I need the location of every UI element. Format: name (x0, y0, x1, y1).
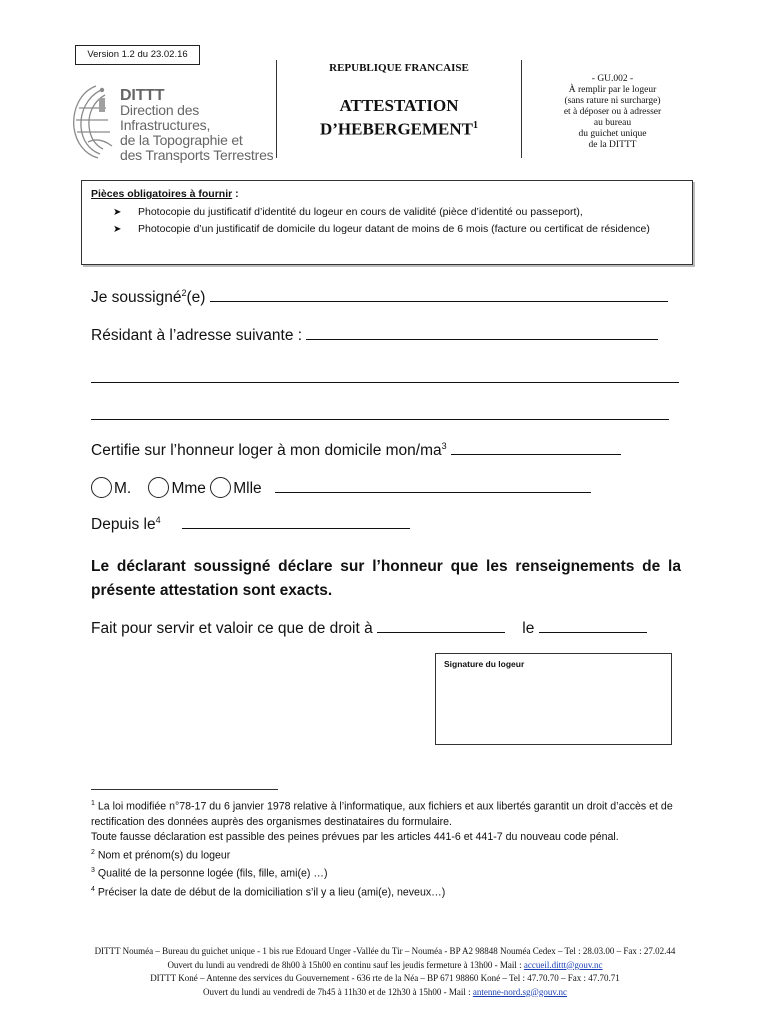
radio-m-label: M. (114, 480, 132, 497)
footnote-ref-4: 4 (155, 515, 161, 525)
republic-heading: REPUBLIQUE FRANCAISE (329, 62, 469, 74)
depuis-label: Depuis le (91, 516, 156, 534)
depuis-line (91, 515, 410, 534)
title-footnote-ref: 1 (473, 120, 479, 131)
name-field[interactable] (210, 288, 668, 302)
fait-label: Fait pour servir et valoir ce que de droit à (91, 620, 373, 637)
radio-mme-label: Mme (171, 480, 206, 497)
form-info-line: du guichet unique (578, 129, 647, 139)
footnote-text: Préciser la date de début de la domiciliation s’il y a lieu (ami(e), neveux…) (97, 886, 446, 899)
logo-emblem-icon (68, 80, 118, 162)
relationship-field[interactable] (451, 441, 621, 455)
footnote-number: 2 (91, 848, 95, 856)
list-item-text: Photocopie du justificatif d’identité du logeur en cours de validité (pièce d’identité ou passeport), (138, 206, 583, 218)
footnote-number: 4 (91, 885, 95, 893)
civility-line (91, 477, 591, 498)
footnote-text: La loi modifiée n°78-17 du 6 janvier 1978 relative à l’informatique, aux fichiers et aux libertés garantit un droit d’accès et de rectification des données auprès des organismes destinataires du formulaire. (91, 800, 673, 828)
address-field-line-3[interactable] (91, 406, 669, 420)
footnote-ref-3: 3 (441, 441, 447, 451)
footer-hours-noumea (30, 959, 740, 973)
version-label: Version 1.2 du 23.02.16 (75, 45, 200, 65)
footnote-text: Toute fausse déclaration est passible des peines prévues par les articles 441-6 et 441-7 du nouveau code pénal. (91, 830, 619, 843)
radio-mlle[interactable] (210, 477, 231, 498)
footnotes (91, 796, 683, 900)
footnote-ref-2: 2 (181, 288, 187, 298)
arrow-bullet-icon: ➤ (113, 207, 122, 218)
place-field[interactable] (377, 619, 505, 633)
page-footer (30, 945, 740, 999)
logo-line-3: des Transports Terrestres (120, 147, 274, 163)
signature-box[interactable] (435, 653, 672, 745)
logo-acronym: DITTT (120, 87, 165, 104)
logo-line-1: Direction des Infrastructures, (120, 102, 211, 133)
email-link-kone[interactable]: antenne-nord.sg@gouv.nc (472, 986, 568, 997)
address-field-line-2[interactable] (91, 369, 679, 383)
fait-line (91, 619, 647, 638)
arrow-bullet-icon: ➤ (113, 224, 122, 235)
required-documents-title: Pièces obligatoires à fournir (91, 188, 233, 200)
signature-label: Signature du logeur (444, 659, 525, 669)
footnote-text: Nom et prénom(s) du logeur (97, 849, 231, 862)
form-code: - GU.002 - (591, 74, 634, 84)
footnote-item (91, 845, 683, 864)
footer-line-kone: DITTT Koné – Antenne des services du Gouvernement - 636 rte de la Néa – BP 671 98860 Koné – Tel : 47.70.70 – Fax : 47.70.71 (150, 973, 620, 983)
footer-hours-kone (30, 986, 740, 1000)
certifie-label: Certifie sur l’honneur loger à mon domicile mon/ma (91, 442, 442, 460)
declaration-text: Le déclarant soussigné déclare sur l’honneur que les renseignements de la présente attestation sont exacts. (91, 558, 681, 599)
dittt-logo (68, 80, 278, 162)
header-divider-right (521, 60, 522, 158)
title-line-1: ATTESTATION (339, 96, 459, 115)
form-info-line: (sans rature ni surcharge) (564, 96, 661, 106)
footnote-item (91, 863, 683, 882)
date-label: le (522, 620, 535, 637)
guest-name-field[interactable] (275, 479, 591, 493)
radio-mme[interactable] (148, 477, 169, 498)
form-instructions (525, 74, 700, 151)
footnote-item (91, 882, 683, 901)
soussigne-suffix: (e) (186, 289, 206, 307)
address-field[interactable] (306, 326, 658, 340)
form-info-line: au bureau (593, 118, 632, 128)
radio-m[interactable] (91, 477, 112, 498)
footer-line-noumea: DITTT Nouméa – Bureau du guichet unique - 1 bis rue Edouard Unger -Vallée du Tir – Nouméa - BP A2 98848 Nouméa Cedex – Tel : 28.03.00 – Fax : 27.02.44 (94, 946, 676, 956)
soussigne-line (91, 288, 668, 307)
start-date-field[interactable] (182, 515, 410, 529)
footnote-text: Qualité de la personne logée (fils, fille, ami(e) …) (97, 867, 328, 880)
form-info-line: et à déposer ou à adresser (563, 107, 662, 117)
title-line-2: D’HEBERGEMENT (319, 119, 474, 139)
address-line (91, 326, 658, 345)
list-item-text: Photocopie d’un justificatif de domicile du logeur datant de moins de 6 mois (facture ou certificat de résidence) (138, 223, 650, 235)
logo-line-2: de la Topographie et (120, 132, 243, 148)
address-label: Résidant à l’adresse suivante : (91, 327, 303, 344)
certifie-line (91, 441, 621, 460)
required-documents-box (81, 180, 693, 265)
footnote-number: 3 (91, 867, 95, 875)
required-documents-colon: : (232, 188, 239, 200)
footnote-number: 1 (91, 800, 95, 807)
footnote-item (91, 796, 683, 830)
form-info-line: de la DITTT (588, 140, 637, 150)
date-field[interactable] (539, 619, 647, 633)
email-link-noumea[interactable]: accueil.dittt@gouv.nc (523, 959, 603, 970)
footer-hours-text: Ouvert du lundi au vendredi de 8h00 à 15h00 en continu sauf les jeudis fermeture à 13h00 - Mail : (167, 959, 524, 970)
form-info-line: À remplir par le logeur (568, 85, 657, 95)
list-item (91, 221, 683, 238)
page-title (277, 96, 521, 140)
soussigne-label: Je soussigné (91, 289, 182, 307)
radio-mlle-label: Mlle (233, 480, 262, 497)
list-item (91, 204, 683, 221)
footnote-divider (91, 789, 278, 790)
footnote-item (91, 830, 683, 845)
footer-hours-text: Ouvert du lundi au vendredi de 7h45 à 11h30 et de 12h30 à 15h00 - Mail : (202, 986, 473, 997)
